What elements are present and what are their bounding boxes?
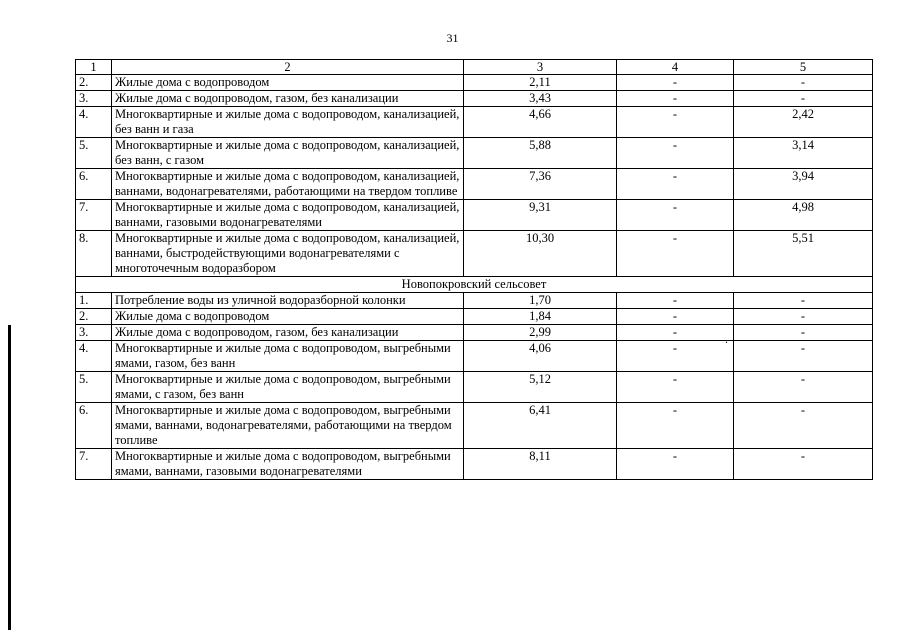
value-col4: - <box>617 75 734 91</box>
table-row <box>76 91 873 107</box>
row-number: 7. <box>76 200 112 231</box>
value-col4: - <box>617 91 734 107</box>
value-col3: 6,41 <box>464 403 617 449</box>
row-description: Многоквартирные и жилые дома с водопроводом, канализацией, без ванн, с газом <box>112 138 464 169</box>
value-col4: - <box>617 325 734 341</box>
value-col5: - <box>734 309 873 325</box>
value-col3: 5,88 <box>464 138 617 169</box>
value-col4: - <box>617 449 734 480</box>
value-col5: 3,14 <box>734 138 873 169</box>
value-col3: 9,31 <box>464 200 617 231</box>
table-row <box>76 75 873 91</box>
value-col3: 10,30 <box>464 231 617 277</box>
value-col4: - <box>617 372 734 403</box>
section-mark: . <box>725 332 728 346</box>
value-col4: - <box>617 231 734 277</box>
value-col3: 1,84 <box>464 309 617 325</box>
row-number: 4. <box>76 107 112 138</box>
table-row <box>76 403 873 449</box>
table-row <box>76 169 873 200</box>
row-description: Жилые дома с водопроводом <box>112 309 464 325</box>
row-number: 2. <box>76 75 112 91</box>
row-number: 3. <box>76 325 112 341</box>
value-col4: - <box>617 138 734 169</box>
value-col5: - <box>734 75 873 91</box>
row-number: 6. <box>76 403 112 449</box>
row-description: Многоквартирные и жилые дома с водопроводом, канализацией, ваннами, газовыми водонагревателями <box>112 200 464 231</box>
value-col4: - <box>617 309 734 325</box>
table-row <box>76 309 873 325</box>
value-col3: 8,11 <box>464 449 617 480</box>
value-col5: - <box>734 325 873 341</box>
column-header: 5 <box>734 60 873 75</box>
row-description: Многоквартирные и жилые дома с водопроводом, выгребными ямами, газом, без ванн <box>112 341 464 372</box>
value-col4: - <box>617 341 734 372</box>
column-header: 3 <box>464 60 617 75</box>
row-number: 5. <box>76 372 112 403</box>
row-number: 1. <box>76 293 112 309</box>
value-col4: - <box>617 200 734 231</box>
value-col3: 3,43 <box>464 91 617 107</box>
row-number: 2. <box>76 309 112 325</box>
table-row <box>76 107 873 138</box>
row-description: Жилые дома с водопроводом <box>112 75 464 91</box>
value-col4: - <box>617 169 734 200</box>
value-col4: - <box>617 293 734 309</box>
value-col5: 4,98 <box>734 200 873 231</box>
value-col3: 2,99 <box>464 325 617 341</box>
row-description: Многоквартирные и жилые дома с водопроводом, выгребными ямами, ваннами, газовыми водонагревателями <box>112 449 464 480</box>
row-description: Многоквартирные и жилые дома с водопроводом, канализацией, ваннами, быстродействующими водонагревателями с многоточечным водоразбором <box>112 231 464 277</box>
column-header: 2 <box>112 60 464 75</box>
row-number: 7. <box>76 449 112 480</box>
table-row <box>76 372 873 403</box>
column-header: 1 <box>76 60 112 75</box>
page-edge-line <box>8 325 11 630</box>
value-col5: 3,94 <box>734 169 873 200</box>
value-col5: - <box>734 449 873 480</box>
row-description: Жилые дома с водопроводом, газом, без канализации <box>112 91 464 107</box>
row-description: Потребление воды из уличной водоразборной колонки <box>112 293 464 309</box>
column-header: 4 <box>617 60 734 75</box>
table-header-row <box>76 60 873 75</box>
value-col3: 2,11 <box>464 75 617 91</box>
value-col5: - <box>734 372 873 403</box>
water-consumption-table <box>75 59 873 480</box>
table-row <box>76 231 873 277</box>
value-col4: - <box>617 107 734 138</box>
section-title: Новопокровский сельсовет <box>76 277 873 293</box>
row-number: 5. <box>76 138 112 169</box>
value-col5: - <box>734 403 873 449</box>
value-col5: 5,51 <box>734 231 873 277</box>
value-col3: 7,36 <box>464 169 617 200</box>
page-number: 31 <box>446 31 459 45</box>
value-col4: - <box>617 403 734 449</box>
value-col3: 5,12 <box>464 372 617 403</box>
row-number: 6. <box>76 169 112 200</box>
row-number: 3. <box>76 91 112 107</box>
table-row <box>76 325 873 341</box>
value-col5: - <box>734 341 873 372</box>
row-description: Многоквартирные и жилые дома с водопроводом, выгребными ямами, с газом, без ванн <box>112 372 464 403</box>
value-col5: 2,42 <box>734 107 873 138</box>
value-col3: 4,66 <box>464 107 617 138</box>
row-description: Многоквартирные и жилые дома с водопроводом, выгребными ямами, ваннами, водонагревателями, работающими на твердом топливе <box>112 403 464 449</box>
table-row <box>76 138 873 169</box>
section-row <box>76 277 873 293</box>
row-number: 4. <box>76 341 112 372</box>
row-description: Жилые дома с водопроводом, газом, без канализации <box>112 325 464 341</box>
value-col3: 4,06 <box>464 341 617 372</box>
value-col5: - <box>734 91 873 107</box>
table-row <box>76 341 873 372</box>
row-description: Многоквартирные и жилые дома с водопроводом, канализацией, без ванн и газа <box>112 107 464 138</box>
table-row <box>76 293 873 309</box>
row-description: Многоквартирные и жилые дома с водопроводом, канализацией, ваннами, водонагревателями, работающими на твердом топливе <box>112 169 464 200</box>
table-row <box>76 200 873 231</box>
row-number: 8. <box>76 231 112 277</box>
value-col3: 1,70 <box>464 293 617 309</box>
value-col5: - <box>734 293 873 309</box>
table-row <box>76 449 873 480</box>
